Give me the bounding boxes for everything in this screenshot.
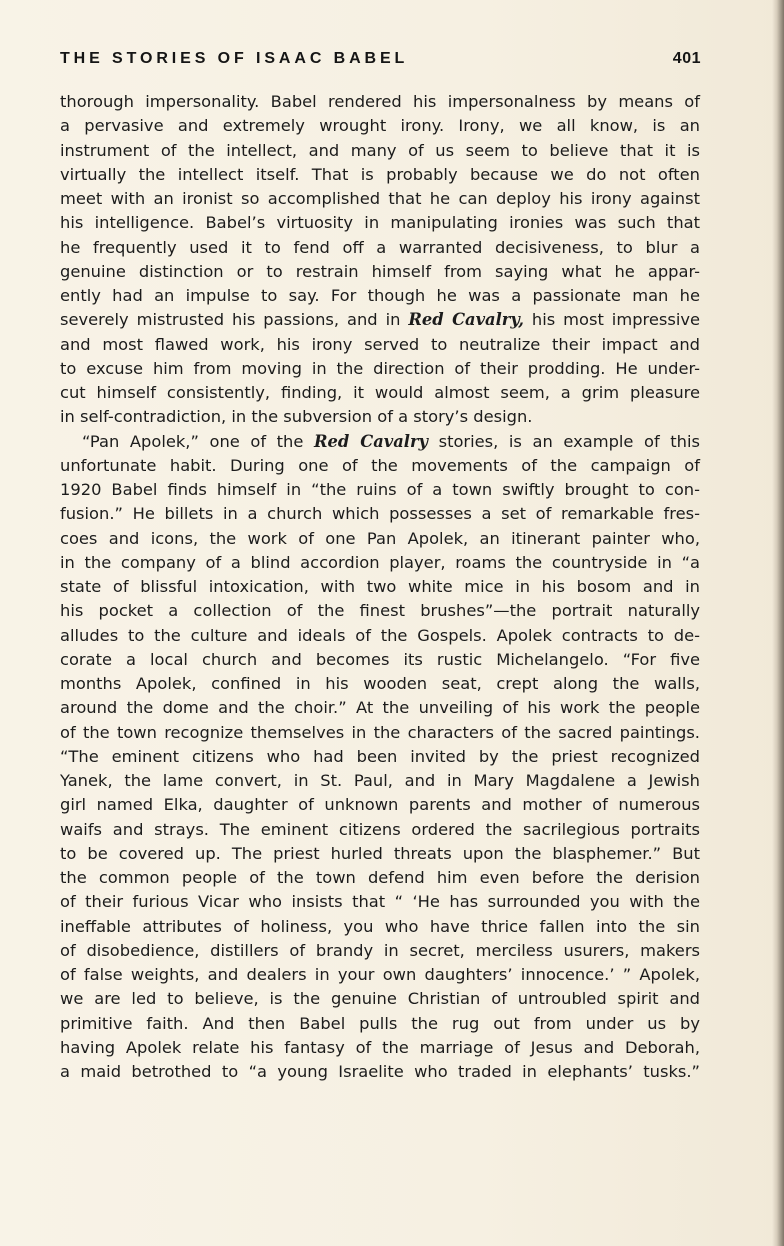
text-line: a maid betrothed to “a young Israelite who traded in elephants’ tusks.” (60, 1062, 700, 1081)
body-text (60, 90, 700, 1084)
text-line: virtually the intellect itself. That is probably because we do not often (60, 164, 700, 184)
text-line: and most flawed work, his irony served to neutralize their impact and (60, 334, 700, 354)
italic-title: Red Cavalry, (408, 310, 524, 330)
text-line: his intelligence. Babel’s virtuosity in manipulating ironies was such that (60, 213, 700, 233)
text-line: around the dome and the choir.” At the unveiling of his work the people (60, 698, 700, 718)
text-line: to be covered up. The priest hurled threats upon the blasphemer.” But (60, 843, 700, 863)
text-line: coes and icons, the work of one Pan Apolek, an itinerant painter who, (60, 528, 700, 548)
text-line: 1920 Babel finds himself in “the ruins of a town swiftly brought to con- (60, 480, 700, 499)
text-line: months Apolek, confined in his wooden seat, crept along the walls, (60, 674, 700, 693)
paragraph-2 (60, 430, 700, 1085)
text-line: meet with an ironist so accomplished that he can deploy his irony against (60, 189, 700, 208)
text-line: genuine distinction or to restrain himself from saying what he appar- (60, 261, 700, 281)
running-head: THE STORIES OF ISAAC BABEL (60, 50, 409, 67)
text-line: of the town recognize themselves in the characters of the sacred paintings. (60, 722, 700, 742)
page-number: 401 (672, 50, 701, 67)
text-line: in self-contradiction, in the subversion of a story’s design. (60, 407, 533, 427)
text-line: thorough impersonality. Babel rendered his impersonalness by means of (60, 92, 700, 111)
page-edge-shadow (772, 0, 784, 1246)
text-line: primitive faith. And then Babel pulls the rug out from under us by (60, 1013, 700, 1033)
text-line (60, 430, 700, 454)
text-line: alludes to the culture and ideals of the Gospels. Apolek contracts to de- (60, 625, 700, 645)
text-line: ineffable attributes of holiness, you who have thrice fallen into the sin (60, 916, 700, 936)
text-line: corate a local church and becomes its rustic Michelangelo. “For five (60, 649, 700, 669)
text-line: his pocket a collection of the finest brushes”—the portrait naturally (60, 601, 700, 621)
text-line: instrument of the intellect, and many of us seem to believe that it is (60, 140, 700, 160)
text-line: of false weights, and dealers in your own daughters’ innocence.’ ” Apolek, (60, 965, 700, 984)
text-segment: his most impressive (523, 310, 701, 330)
italic-title: Red Cavalry (313, 431, 429, 451)
text-line: a pervasive and extremely wrought irony. Irony, we all know, is an (60, 116, 700, 136)
text-line: ently had an impulse to say. For though he was a passionate man he (60, 286, 700, 305)
text-line: waifs and strays. The eminent citizens ordered the sacrilegious portraits (60, 819, 700, 839)
page-header (60, 50, 701, 74)
text-line: we are led to believe, is the genuine Christian of untroubled spirit and (60, 989, 700, 1009)
text-line: of their furious Vicar who insists that “ ‘He has surrounded you with the (60, 892, 700, 912)
text-line (60, 308, 700, 332)
text-line: girl named Elka, daughter of unknown parents and mother of numerous (60, 795, 700, 815)
text-segment: stories, is an example of this (428, 431, 700, 451)
text-segment: severely mistrusted his passions, and in (60, 310, 409, 330)
text-line: to excuse him from moving in the direction of their prodding. He under- (60, 358, 700, 378)
text-line: cut himself consistently, finding, it would almost seem, a grim pleasure (60, 383, 700, 402)
text-segment: “Pan Apolek,” one of the (82, 431, 314, 451)
text-line: of disobedience, distillers of brandy in secret, merciless usurers, makers (60, 940, 700, 960)
paragraph-1 (60, 90, 700, 430)
text-line: having Apolek relate his fantasy of the marriage of Jesus and Deborah, (60, 1037, 700, 1057)
text-line: fusion.” He billets in a church which possesses a set of remarkable fres- (60, 504, 700, 524)
text-line: in the company of a blind accordion player, roams the countryside in “a (60, 552, 700, 572)
text-line: he frequently used it to fend off a warranted decisiveness, to blur a (60, 237, 700, 257)
text-line: “The eminent citizens who had been invited by the priest recognized (60, 746, 700, 766)
text-line: the common people of the town defend him even before the derision (60, 868, 700, 887)
text-line: unfortunate habit. During one of the movements of the campaign of (60, 455, 700, 475)
text-line: state of blissful intoxication, with two white mice in his bosom and in (60, 577, 700, 596)
text-line: Yanek, the lame convert, in St. Paul, and in Mary Magdalene a Jewish (60, 771, 700, 790)
